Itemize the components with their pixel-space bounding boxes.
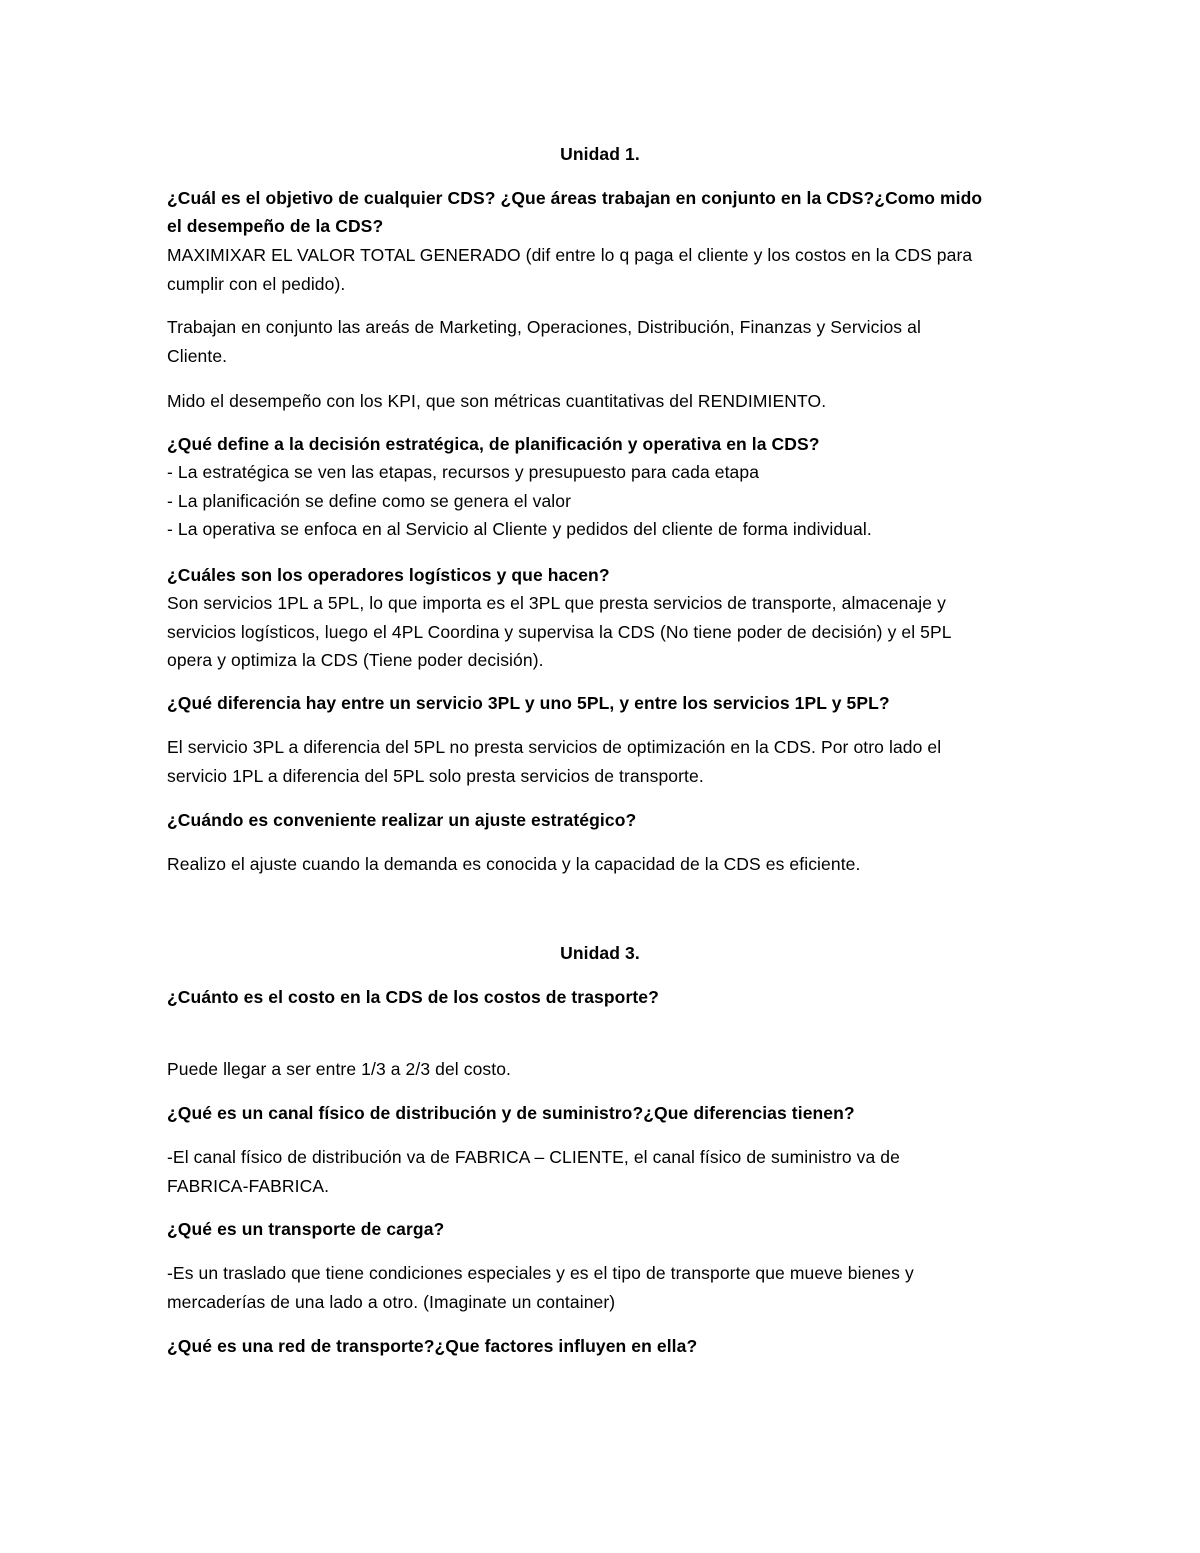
unit1-q3-answer-line1: Son servicios 1PL a 5PL, lo que importa es el 3PL que presta servicios de transporte, almacenaje y [167,593,946,613]
unit1-heading: Unidad 1. [560,144,640,164]
unit1-q1-paragraph2-line1: Trabajan en conjunto las areás de Marketing, Operaciones, Distribución, Finanzas y Servicios al [167,317,921,337]
unit1-q1-paragraph3: Mido el desempeño con los KPI, que son métricas cuantitativas del RENDIMIENTO. [167,391,827,411]
unit3-q4-question: ¿Qué es una red de transporte?¿Que factores influyen en ella? [167,1336,698,1356]
unit3-heading: Unidad 3. [560,943,640,963]
unit3-q1-question: ¿Cuánto es el costo en la CDS de los costos de trasporte? [167,987,659,1007]
unit3-q3-question: ¿Qué es un transporte de carga? [167,1219,445,1239]
unit3-q3-answer-line1: -Es un traslado que tiene condiciones especiales y es el tipo de transporte que mueve bienes y [167,1263,914,1283]
unit1-q1-question-line1: ¿Cuál es el objetivo de cualquier CDS? ¿Que áreas trabajan en conjunto en la CDS?¿Como mido [167,188,983,208]
unit1-q1-question-line2: el desempeño de la CDS? [167,216,384,236]
unit1-q2-answer-line3: - La operativa se enfoca en al Servicio al Cliente y pedidos del cliente de forma individual. [167,519,872,539]
unit1-q4-question: ¿Qué diferencia hay entre un servicio 3PL y uno 5PL, y entre los servicios 1PL y 5PL? [167,693,890,713]
unit3-q2-answer-line1: -El canal físico de distribución va de FABRICA – CLIENTE, el canal físico de suministro va de [167,1147,900,1167]
unit1-q2-answer-line2: - La planificación se define como se genera el valor [167,491,572,511]
unit1-q4-answer-line2: servicio 1PL a diferencia del 5PL solo presta servicios de transporte. [167,766,704,786]
unit1-q1-paragraph2-line2: Cliente. [167,346,228,366]
unit3-q2-question: ¿Qué es un canal físico de distribución y de suministro?¿Que diferencias tienen? [167,1103,855,1123]
unit1-q1-answer-line2: cumplir con el pedido). [167,274,346,294]
unit3-q3-answer-line2: mercaderías de una lado a otro. (Imaginate un container) [167,1292,616,1312]
unit1-q2-answer-line1: - La estratégica se ven las etapas, recursos y presupuesto para cada etapa [167,462,760,482]
unit1-q1-answer-line1: MAXIMIXAR EL VALOR TOTAL GENERADO (dif entre lo q paga el cliente y los costos en la CDS para [167,245,973,265]
unit1-q3-question: ¿Cuáles son los operadores logísticos y que hacen? [167,565,610,585]
unit3-q1-answer: Puede llegar a ser entre 1/3 a 2/3 del costo. [167,1059,512,1079]
unit1-q5-question: ¿Cuándo es conveniente realizar un ajuste estratégico? [167,810,637,830]
unit1-q3-answer-line3: opera y optimiza la CDS (Tiene poder decisión). [167,650,544,670]
unit1-q3-answer-line2: servicios logísticos, luego el 4PL Coordina y supervisa la CDS (No tiene poder de decisión) y el 5PL [167,622,952,642]
unit1-q4-answer-line1: El servicio 3PL a diferencia del 5PL no presta servicios de optimización en la CDS. Por otro lado el [167,737,942,757]
unit1-q5-answer: Realizo el ajuste cuando la demanda es conocida y la capacidad de la CDS es eficiente. [167,854,861,874]
unit1-q2-question: ¿Qué define a la decisión estratégica, de planificación y operativa en la CDS? [167,434,820,454]
unit3-q2-answer-line2: FABRICA-FABRICA. [167,1176,330,1196]
